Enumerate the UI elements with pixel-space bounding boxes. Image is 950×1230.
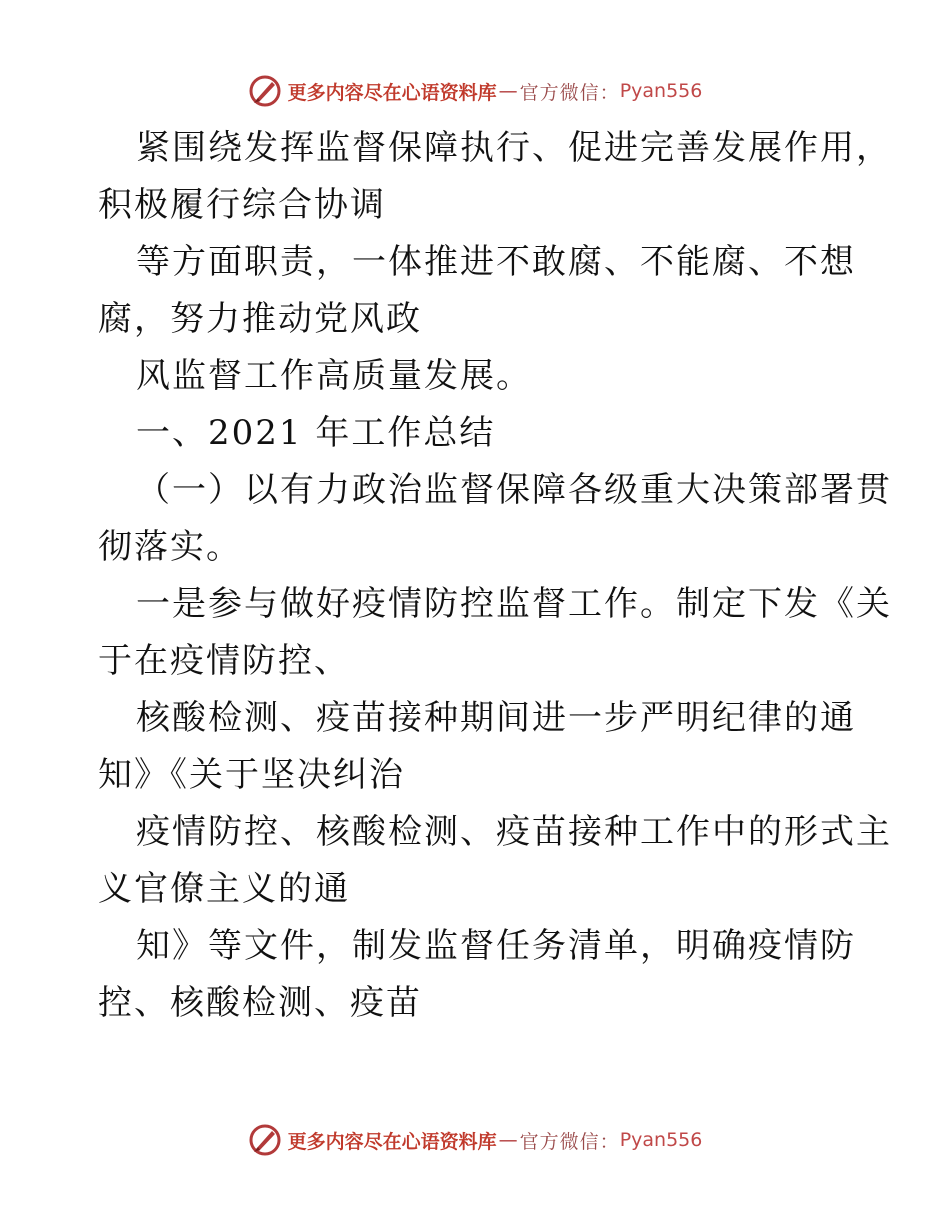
watermark-brand: 更多内容尽在心语资料库	[287, 1130, 497, 1153]
watermark-separator: —	[498, 80, 518, 102]
text-line: 知》等文件，制发监督任务清单，明确疫情防	[136, 926, 856, 966]
text-line: 一、2021 年工作总结	[136, 413, 496, 453]
text-line: 知》《关于坚决纠治	[98, 755, 405, 795]
watermark-label: 官方微信：	[519, 1130, 620, 1153]
text-line: 等方面职责，一体推进不敢腐、不能腐、不想	[136, 242, 856, 282]
text-line: 积极履行综合协调	[98, 185, 386, 225]
watermark-wechat-id: Pyan556	[619, 80, 703, 102]
text-line: 控、核酸检测、疫苗	[98, 983, 422, 1023]
watermark-wechat-id: Pyan556	[619, 1129, 703, 1151]
text-line: 疫情防控、核酸检测、疫苗接种工作中的形式主	[136, 812, 892, 852]
text-line: 核酸检测、疫苗接种期间进一步严明纪律的通	[136, 698, 856, 738]
quill-pen-logo-icon	[248, 74, 282, 108]
text-line: 一是参与做好疫情防控监督工作。制定下发《关	[136, 584, 892, 624]
text-line: 腐，努力推动党风政	[98, 299, 422, 339]
text-line: 于在疫情防控、	[98, 641, 350, 681]
text-line: 义官僚主义的通	[98, 869, 350, 909]
text-line: 彻落实。	[98, 527, 242, 567]
footer-watermark	[0, 1120, 950, 1160]
watermark-brand: 更多内容尽在心语资料库	[287, 81, 497, 104]
text-line: 紧围绕发挥监督保障执行、促进完善发展作用，	[136, 128, 892, 168]
watermark-label: 官方微信：	[519, 81, 620, 104]
document-body	[98, 120, 892, 1032]
text-line: 风监督工作高质量发展。	[136, 356, 532, 396]
text-line: （一）以有力政治监督保障各级重大决策部署贯	[136, 470, 892, 510]
header-watermark	[0, 71, 950, 111]
quill-pen-logo-icon	[248, 1123, 282, 1157]
watermark-separator: —	[498, 1129, 518, 1151]
